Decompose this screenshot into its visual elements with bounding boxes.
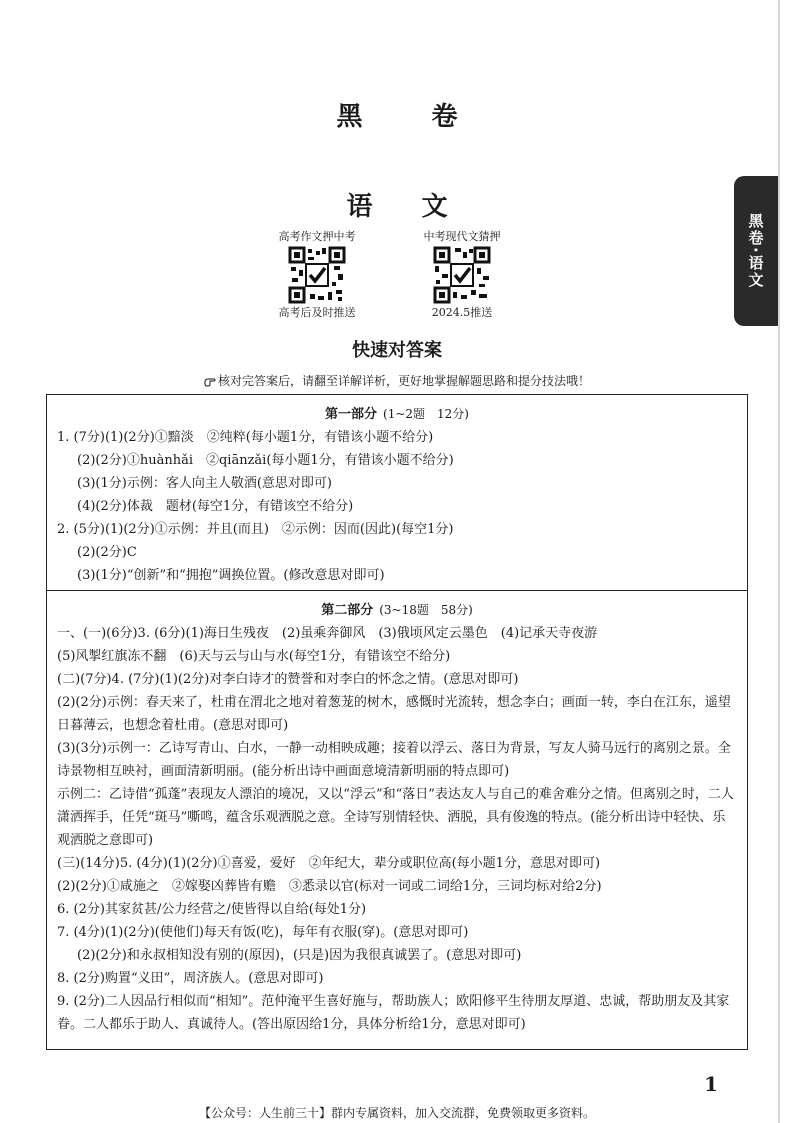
- answer-line: (3)(3分)示例一：乙诗写青山、白水，一静一动相映成趣；接着以浮云、落日为背景，写友人骑马远行的离别之景。全诗景物相互映衬，画面清新明丽。(能分析出诗中画面意境清新明丽的特点即可): [57, 741, 731, 779]
- part-one-range: (1~2题 12分): [383, 407, 469, 421]
- part-two-heading: [57, 591, 737, 622]
- qr-code-icon[interactable]: [288, 246, 346, 304]
- page-edge-line: [778, 0, 780, 1123]
- answer-line: 6. (2分)其家贫甚/公力经营之/使皆得以自给(每处1分): [57, 902, 367, 917]
- hint-line: [0, 372, 794, 389]
- footer-text: 【公众号：人生前三十】群内专属资料，加入交流群，免费领取更多资料。: [198, 1106, 595, 1120]
- part-one-section: [47, 395, 747, 591]
- page-title: 黑 卷: [336, 102, 488, 132]
- answer-line: (3)(1分)示例：客人向主人敬酒(意思对即可): [77, 476, 332, 491]
- qr-right-top-caption: 中考现代文猜押: [423, 230, 501, 243]
- qr-right-bottom-caption: 2024.5推送: [431, 306, 493, 319]
- qr-right-block: [407, 230, 517, 320]
- answer-line: 示例二：乙诗借“孤蓬”表现友人漂泊的境况，又以“浮云”和“落日”表达友人与自己的难舍难分之情。但离别之时，二人潇洒挥手，任凭“斑马”嘶鸣，蕴含乐观洒脱之意。全诗写别情轻快、洒脱，具有俊逸的特点。(能分析出诗中轻快、乐观洒脱之意即可): [57, 787, 734, 848]
- answers-box: [46, 394, 748, 1050]
- answer-line: (4)(2分)体裁 题材(每空1分，有错该空不给分): [77, 499, 354, 514]
- qr-left-bottom-caption: 高考后及时推送: [278, 306, 356, 319]
- answer-line: (3)(1分)“创新”和“拥抱”调换位置。(修改意思对即可): [77, 568, 385, 583]
- answer-line: 2. (5分)(1)(2分)①示例：并且(而且) ②示例：因而(因此)(每空1分): [57, 522, 454, 537]
- answer-line: (三)(14分)5. (4分)(1)(2分)①喜爱，爱好 ②年纪大，辈分或职位高(每小题1分，意思对即可): [57, 856, 601, 871]
- answer-line: 9. (2分)二人因品行相似而“相知”。范仲淹平生喜好施与，帮助族人；欧阳修平生待朋友厚道、忠诚，帮助朋友及其家眷。二人都乐于助人、真诚待人。(答出原因给1分，具体分析给1分，意思对即可): [57, 994, 730, 1032]
- part-two-range: (3~18题 58分): [379, 603, 473, 617]
- answer-line: (2)(2分)①huànhǎi ②qiānzǎi(每小题1分，有错该小题不给分): [77, 453, 454, 468]
- answer-line: 1. (7分)(1)(2分)①黯淡 ②纯粹(每小题1分，有错该小题不给分): [57, 430, 434, 445]
- pointing-hand-icon: [204, 375, 216, 387]
- side-tab-label: 黑卷·语文: [746, 213, 765, 289]
- answer-line: 7. (4分)(1)(2分)(使他们)每天有饭(吃)，每年有衣服(穿)。(意思对即可): [57, 925, 469, 940]
- answer-line: (2)(2分)①咸施之 ②嫁娶凶葬皆有赡 ③悉录以官(标对一词或二词给1分，三词均标对给2分): [57, 879, 602, 894]
- qr-code-icon[interactable]: [433, 246, 491, 304]
- subject-title: 语 文: [346, 192, 468, 222]
- answer-line: (二)(7分)4. (7分)(1)(2分)对李白诗才的赞誉和对李白的怀念之情。(意思对即可): [57, 672, 519, 687]
- answer-line: (2)(2分)和永叔相知没有别的(原因)，(只是)因为我很真诚罢了。(意思对即可): [77, 948, 522, 963]
- qr-left-top-caption: 高考作文押中考: [278, 230, 356, 243]
- answer-line: (5)风掣红旗冻不翻 (6)天与云与山与水(每空1分，有错该空不给分): [57, 649, 451, 664]
- hint-text: 核对完答案后，请翻至详解详析，更好地掌握解题思路和提分技法哦！: [217, 374, 590, 388]
- answer-line: (2)(2分)示例：春天来了，杜甫在渭北之地对着葱茏的树木，感慨时光流转，想念李白；画面一转，李白在江东，遥望日暮薄云，也想念着杜甫。(意思对即可): [57, 695, 731, 733]
- part-two-title: 第二部分: [321, 603, 374, 618]
- side-tab: [734, 176, 778, 326]
- answer-line: 一、(一)(6分)3. (6分)(1)海日生残夜 (2)虽乘奔御风 (3)俄顷风定云墨色 (4)记承天寺夜游: [57, 626, 598, 641]
- page-number: 1: [704, 1072, 718, 1096]
- part-one-title: 第一部分: [325, 407, 378, 422]
- answer-line: 8. (2分)购置“义田”，周济族人。(意思对即可): [57, 971, 324, 986]
- part-one-heading: [57, 395, 737, 426]
- answers-title: 快速对答案: [352, 340, 442, 361]
- answer-line: (2)(2分)C: [77, 545, 137, 560]
- part-two-section: [47, 591, 747, 1036]
- qr-left-block: [262, 230, 372, 320]
